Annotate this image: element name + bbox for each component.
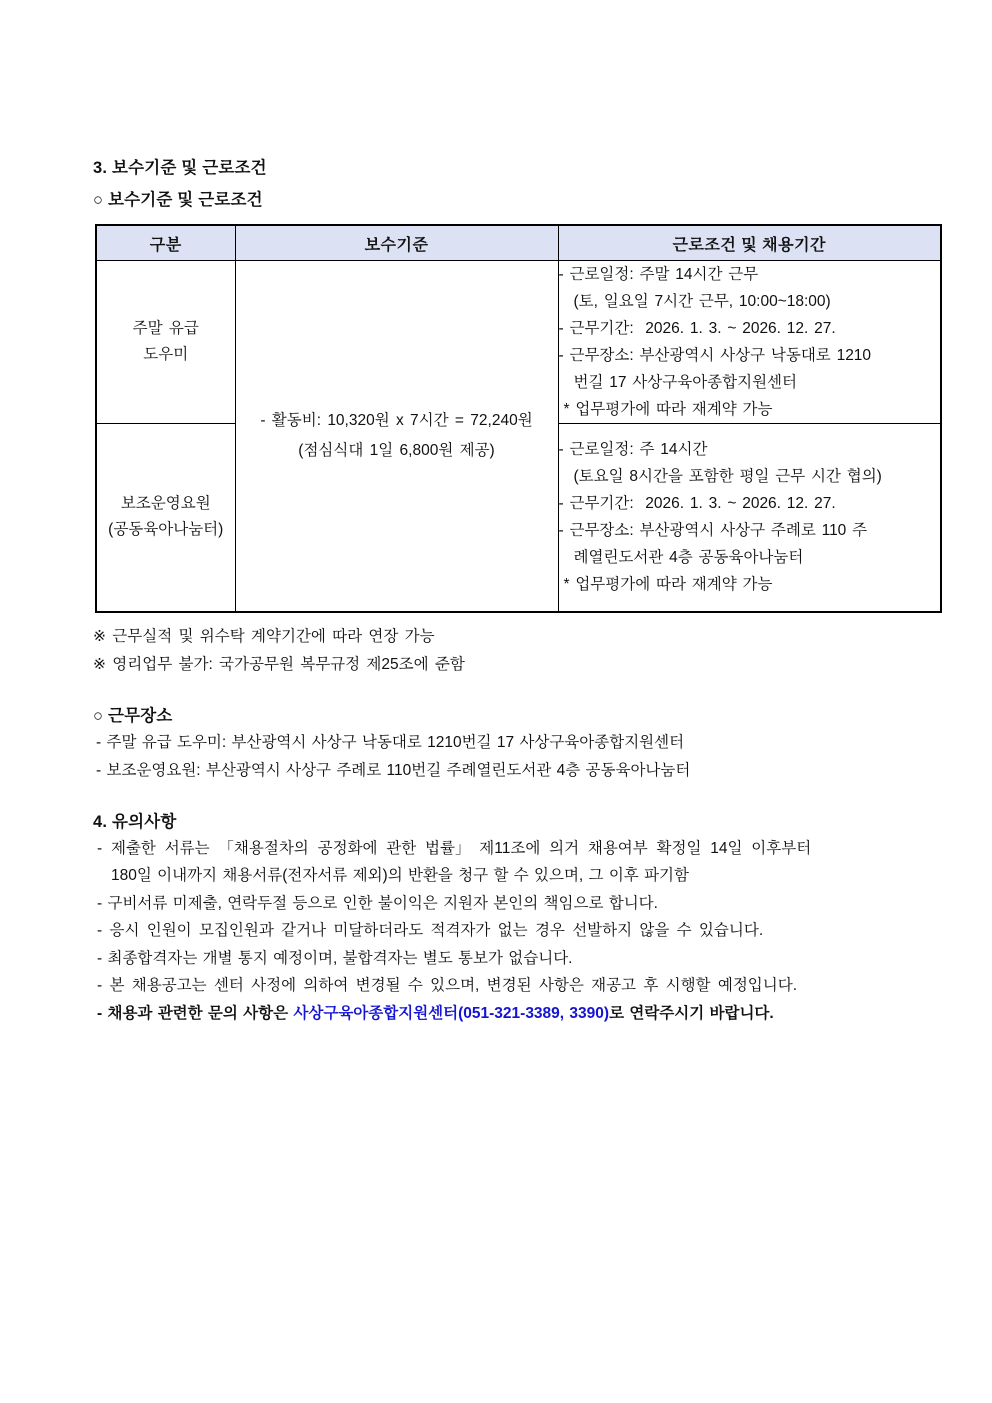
pay-line: (점심식대 1일 6,800원 제공) — [298, 441, 495, 459]
pay-cell-merged — [235, 261, 558, 612]
condition-line: 례열린도서관 4층 공동육아나눔터 — [573, 549, 804, 567]
document-content — [93, 156, 940, 1027]
condition-line: - 근무장소: 부산광역시 사상구 주례로 110 주 — [558, 522, 868, 540]
notice-document-return: - 제출한 서류는 「채용절차의 공정화에 관한 법률」 제11조에 의거 채용여부 확정일 14일 이후부터 — [97, 839, 812, 857]
notice-contact — [93, 1000, 940, 1028]
category-line: 보조운영요원 — [120, 495, 211, 513]
condition-line: - 근로일정: 주 14시간 — [558, 441, 708, 459]
contact-prefix: - 채용과 관련한 문의 사항은 — [97, 1004, 294, 1022]
col-header-pay: 보수기준 — [235, 225, 558, 261]
notice-missing-documents: - 구비서류 미제출, 연락두절 등으로 인한 불이익은 지원자 본인의 책임으로 합니다. — [97, 894, 658, 912]
section3-title: 3. 보수기준 및 근로조건 — [93, 159, 267, 177]
section4-title: 4. 유의사항 — [93, 812, 177, 831]
workplace-item-assistant-staff: - 보조운영요원: 부산광역시 사상구 주례로 110번길 주례열린도서관 4층 공동육아나눔터 — [96, 761, 691, 779]
category-cell-assistant-staff — [96, 424, 235, 612]
condition-line: (토요일 8시간을 포함한 평일 근무 시간 협의) — [573, 468, 882, 486]
condition-line: 번길 17 사상구육아종합지원센터 — [573, 374, 798, 391]
pay-conditions-table — [95, 224, 942, 613]
col-header-category: 구분 — [96, 225, 235, 261]
workplace-section — [93, 703, 940, 785]
condition-line: - 근무장소: 부산광역시 사상구 낙동대로 1210 — [558, 347, 872, 364]
condition-line: - 근무기간: 2026. 1. 3. ~ 2026. 12. 27. — [558, 320, 836, 337]
section4-notices — [93, 809, 940, 1028]
contact-suffix: 로 연락주시기 바랍니다. — [609, 1004, 774, 1022]
note-extension: ※ 근무실적 및 위수탁 계약기간에 따라 연장 가능 — [93, 627, 435, 645]
category-cell-weekend-helper — [96, 261, 235, 424]
section3-subtitle: ○ 보수기준 및 근로조건 — [93, 191, 263, 209]
condition-line: * 업무평가에 따라 재계약 가능 — [563, 576, 773, 594]
notice-individual-notification: - 최종합격자는 개별 통지 예정이며, 불합격자는 별도 통보가 없습니다. — [97, 949, 573, 967]
workplace-title: ○ 근무장소 — [93, 706, 173, 725]
table-notes — [93, 623, 940, 679]
category-line: (공동육아나눔터) — [108, 521, 224, 539]
notice-no-selection: - 응시 인원이 모집인원과 같거나 미달하더라도 적격자가 없는 경우 선발하지 않을 수 있습니다. — [97, 922, 764, 939]
notice-document-return-cont: 180일 이내까지 채용서류(전자서류 제외)의 반환을 청구 할 수 있으며, 그 이후 파기함 — [111, 867, 689, 884]
table-row-weekend-helper — [96, 261, 941, 424]
condition-line: * 업무평가에 따라 재계약 가능 — [563, 401, 773, 418]
category-line: 도우미 — [143, 346, 189, 363]
workplace-item-weekend-helper: - 주말 유급 도우미: 부산광역시 사상구 낙동대로 1210번길 17 사상구육아종합지원센터 — [96, 733, 685, 751]
condition-line: - 근무기간: 2026. 1. 3. ~ 2026. 12. 27. — [558, 495, 836, 513]
category-line: 주말 유급 — [132, 320, 199, 337]
conditions-cell-weekend-helper — [558, 261, 941, 424]
table-header-row — [96, 225, 941, 261]
pay-line: - 활동비: 10,320원 x 7시간 = 72,240원 — [260, 411, 533, 429]
notice-subject-to-change: - 본 채용공고는 센터 사정에 의하여 변경될 수 있으며, 변경된 사항은 재공고 후 시행할 예정입니다. — [97, 977, 798, 994]
conditions-cell-assistant-staff — [558, 424, 941, 612]
contact-center-phone: 사상구육아종합지원센터(051-321-3389, 3390) — [293, 1004, 610, 1022]
condition-line: (토, 일요일 7시간 근무, 10:00~18:00) — [573, 293, 831, 310]
condition-line: - 근로일정: 주말 14시간 근무 — [558, 266, 759, 283]
note-no-profit-work: ※ 영리업무 불가: 국가공무원 복무규정 제25조에 준함 — [93, 655, 465, 673]
col-header-conditions: 근로조건 및 채용기간 — [558, 225, 941, 261]
